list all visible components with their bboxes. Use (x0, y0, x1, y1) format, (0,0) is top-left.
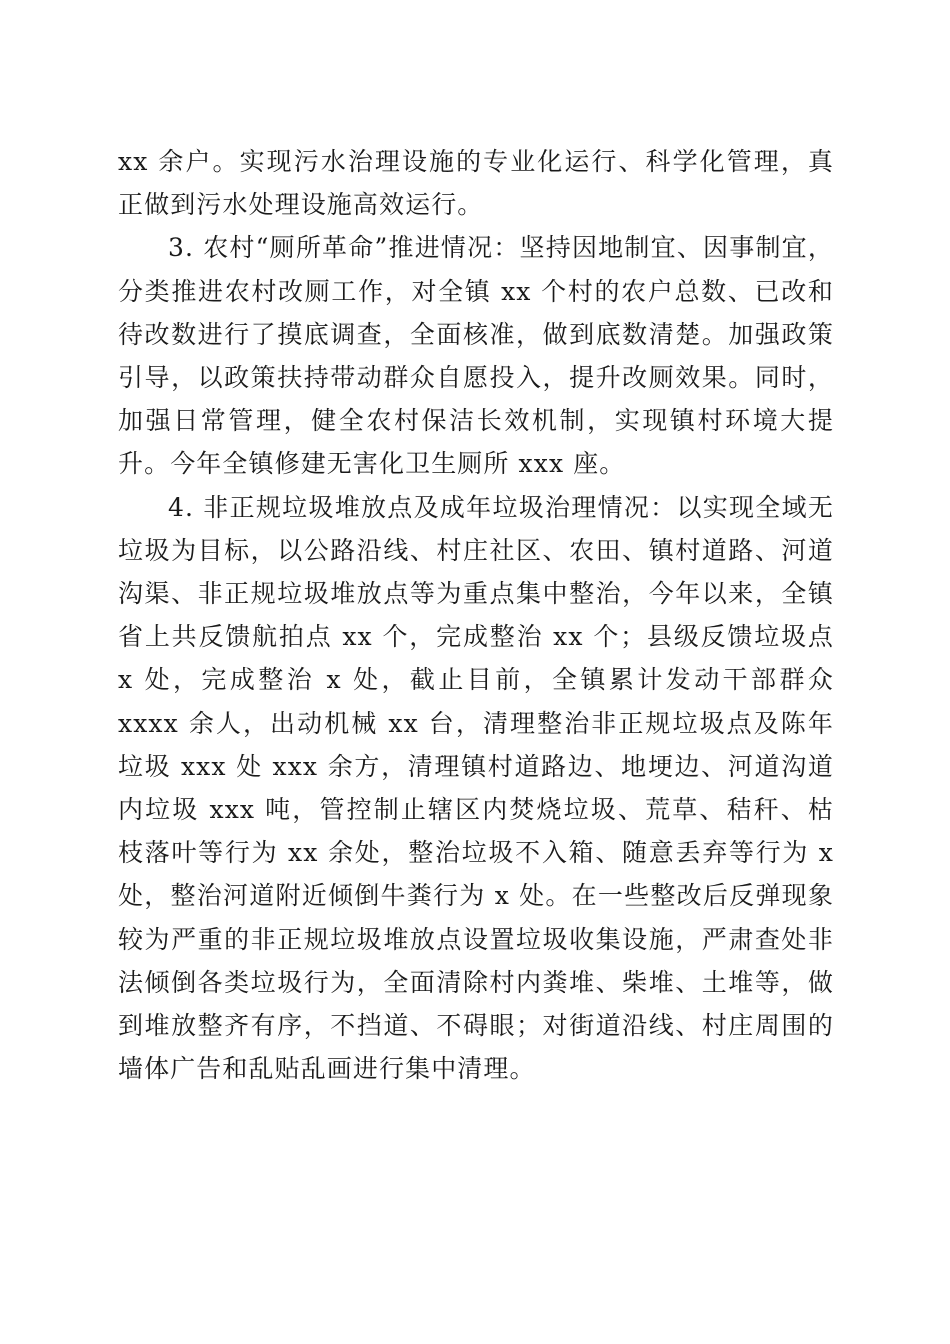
paragraph-garbage-treatment: 4. 非正规垃圾堆放点及成年垃圾治理情况：以实现全域无垃圾为目标，以公路沿线、村庄社区、农田、镇村道路、河道沟渠、非正规垃圾堆放点等为重点集中整治，今年以来，全镇省上共反馈航拍点 xx 个，完成整治 xx 个；县级反馈垃圾点 x 处，完成整治 x 处，截止目前，全镇累计发动干部群众 xxxx 余人，出动机械 xx 台，清理整治非正规垃圾点及陈年垃圾 xxx 处 xxx 余方，清理镇村道路边、地埂边、河道沟道内垃圾 xxx 吨，管控制止辖区内焚烧垃圾、荒草、秸秆、枯枝落叶等行为 xx 余处，整治垃圾不入箱、随意丢弃等行为 x 处，整治河道附近倾倒牛粪行为 x 处。在一些整改后反弹现象较为严重的非正规垃圾堆放点设置垃圾收集设施，严肃查处非法倾倒各类垃圾行为，全面清除村内粪堆、柴堆、土堆等，做到堆放整齐有序，不挡道、不碍眼；对街道沿线、村庄周围的墙体广告和乱贴乱画进行集中清理。 (118, 492, 834, 1084)
paragraph-sewage-continuation: xx 余户。实现污水治理设施的专业化运行、科学化管理，真正做到污水处理设施高效运行。 (118, 147, 834, 220)
document-body (118, 140, 834, 1090)
paragraph-toilet-revolution: 3. 农村“厕所革命”推进情况：坚持因地制宜、因事制宜，分类推进农村改厕工作，对全镇 xx 个村的农户总数、已改和待改数进行了摸底调查，全面核准，做到底数清楚。加强政策引导，以政策扶持带动群众自愿投入，提升改厕效果。同时，加强日常管理，健全农村保洁长效机制，实现镇村环境大提升。今年全镇修建无害化卫生厕所 xxx 座。 (118, 233, 834, 479)
